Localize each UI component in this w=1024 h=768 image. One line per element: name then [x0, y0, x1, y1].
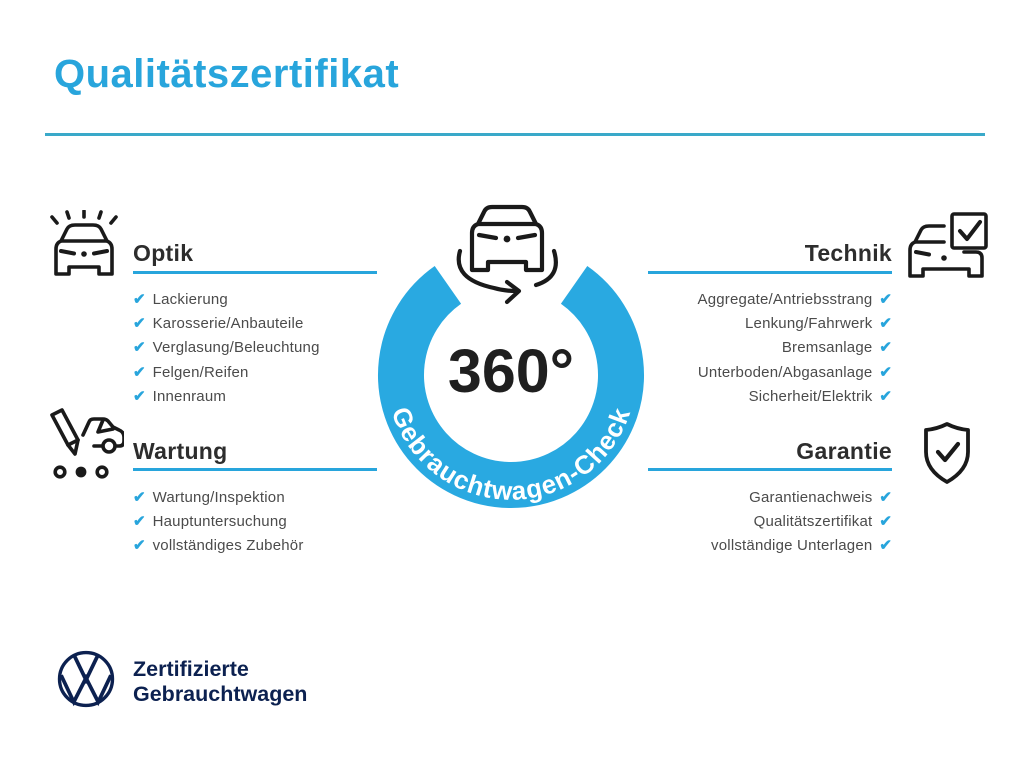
- checklist-item-label: Lackierung: [152, 290, 228, 308]
- checklist-item: [133, 534, 304, 558]
- checklist-item-label: Aggregate/Antriebsstrang: [697, 290, 873, 308]
- section-divider-optik: [133, 271, 377, 274]
- checklist-item: [133, 360, 320, 384]
- pencil-car-service-icon: [40, 406, 124, 480]
- section-title-wartung: Wartung: [133, 438, 228, 464]
- badge-curved-label: Gebrauchtwagen-Check: [385, 402, 637, 507]
- footer-claim: [133, 657, 307, 707]
- shield-check-icon: [916, 420, 978, 488]
- check-icon: ✔: [133, 488, 146, 506]
- check-icon: ✔: [879, 537, 892, 555]
- check-icon: ✔: [879, 488, 892, 506]
- check-icon: ✔: [133, 363, 146, 381]
- checklist-item-label: Garantienachweis: [749, 488, 873, 506]
- checklist-item: [133, 336, 320, 360]
- checklist-item-label: vollständige Unterlagen: [711, 537, 873, 555]
- car-headlights-icon: [46, 210, 122, 276]
- check-icon: ✔: [879, 513, 892, 531]
- page-title: Qualitätszertifikat: [54, 52, 400, 96]
- car-360-rotation-icon: [459, 207, 556, 302]
- check-icon: ✔: [879, 290, 892, 308]
- checklist-item-label: Unterboden/Abgasanlage: [697, 363, 873, 381]
- checklist-item: [133, 311, 320, 335]
- vw-logo: [55, 648, 117, 715]
- check-icon: ✔: [879, 315, 892, 333]
- section-title-garantie: Garantie: [796, 438, 892, 464]
- checklist-item-label: Felgen/Reifen: [152, 363, 249, 381]
- section-title-optik: Optik: [133, 240, 194, 266]
- section-divider-technik: [648, 271, 892, 274]
- section-title-technik: Technik: [804, 240, 892, 266]
- checklist-item: [133, 385, 320, 409]
- checklist-item-label: Lenkung/Fahrwerk: [744, 315, 873, 333]
- checklist-wartung: [133, 485, 304, 558]
- checklist-optik: [133, 287, 320, 409]
- car-checkbox-icon: [902, 210, 994, 282]
- check-icon: ✔: [879, 363, 892, 381]
- check-icon: ✔: [133, 388, 146, 406]
- checklist-item-label: Innenraum: [152, 388, 227, 406]
- footer-claim-line2: Gebrauchtwagen: [133, 682, 308, 706]
- check-icon: ✔: [879, 388, 892, 406]
- checklist-item: [133, 485, 304, 509]
- checklist-item: [133, 509, 304, 533]
- check-icon: ✔: [879, 339, 892, 357]
- section-divider-garantie: [648, 468, 892, 471]
- check-icon: ✔: [133, 513, 146, 531]
- checklist-item-label: Verglasung/Beleuchtung: [152, 339, 320, 357]
- check-icon: ✔: [133, 537, 146, 555]
- checklist-item-label: Bremsanlage: [781, 339, 873, 357]
- title-divider: [45, 133, 985, 136]
- footer-claim-line1: Zertifizierte: [133, 657, 249, 681]
- checklist-item-label: Sicherheit/Elektrik: [748, 388, 873, 406]
- check-icon: ✔: [133, 315, 146, 333]
- checklist-item-label: Qualitätszertifikat: [753, 513, 873, 531]
- checklist-item-label: Wartung/Inspektion: [152, 488, 285, 506]
- check-icon: ✔: [133, 339, 146, 357]
- check-icon: ✔: [133, 290, 146, 308]
- checklist-item-label: vollständiges Zubehör: [152, 537, 304, 555]
- checklist-item: [552, 534, 892, 558]
- checklist-item-label: Hauptuntersuchung: [152, 513, 287, 531]
- badge-360-check: [376, 185, 646, 515]
- badge-degree-label: 360°: [447, 337, 575, 405]
- checklist-item-label: Karosserie/Anbauteile: [152, 315, 304, 333]
- checklist-item: [133, 287, 320, 311]
- section-divider-wartung: [133, 468, 377, 471]
